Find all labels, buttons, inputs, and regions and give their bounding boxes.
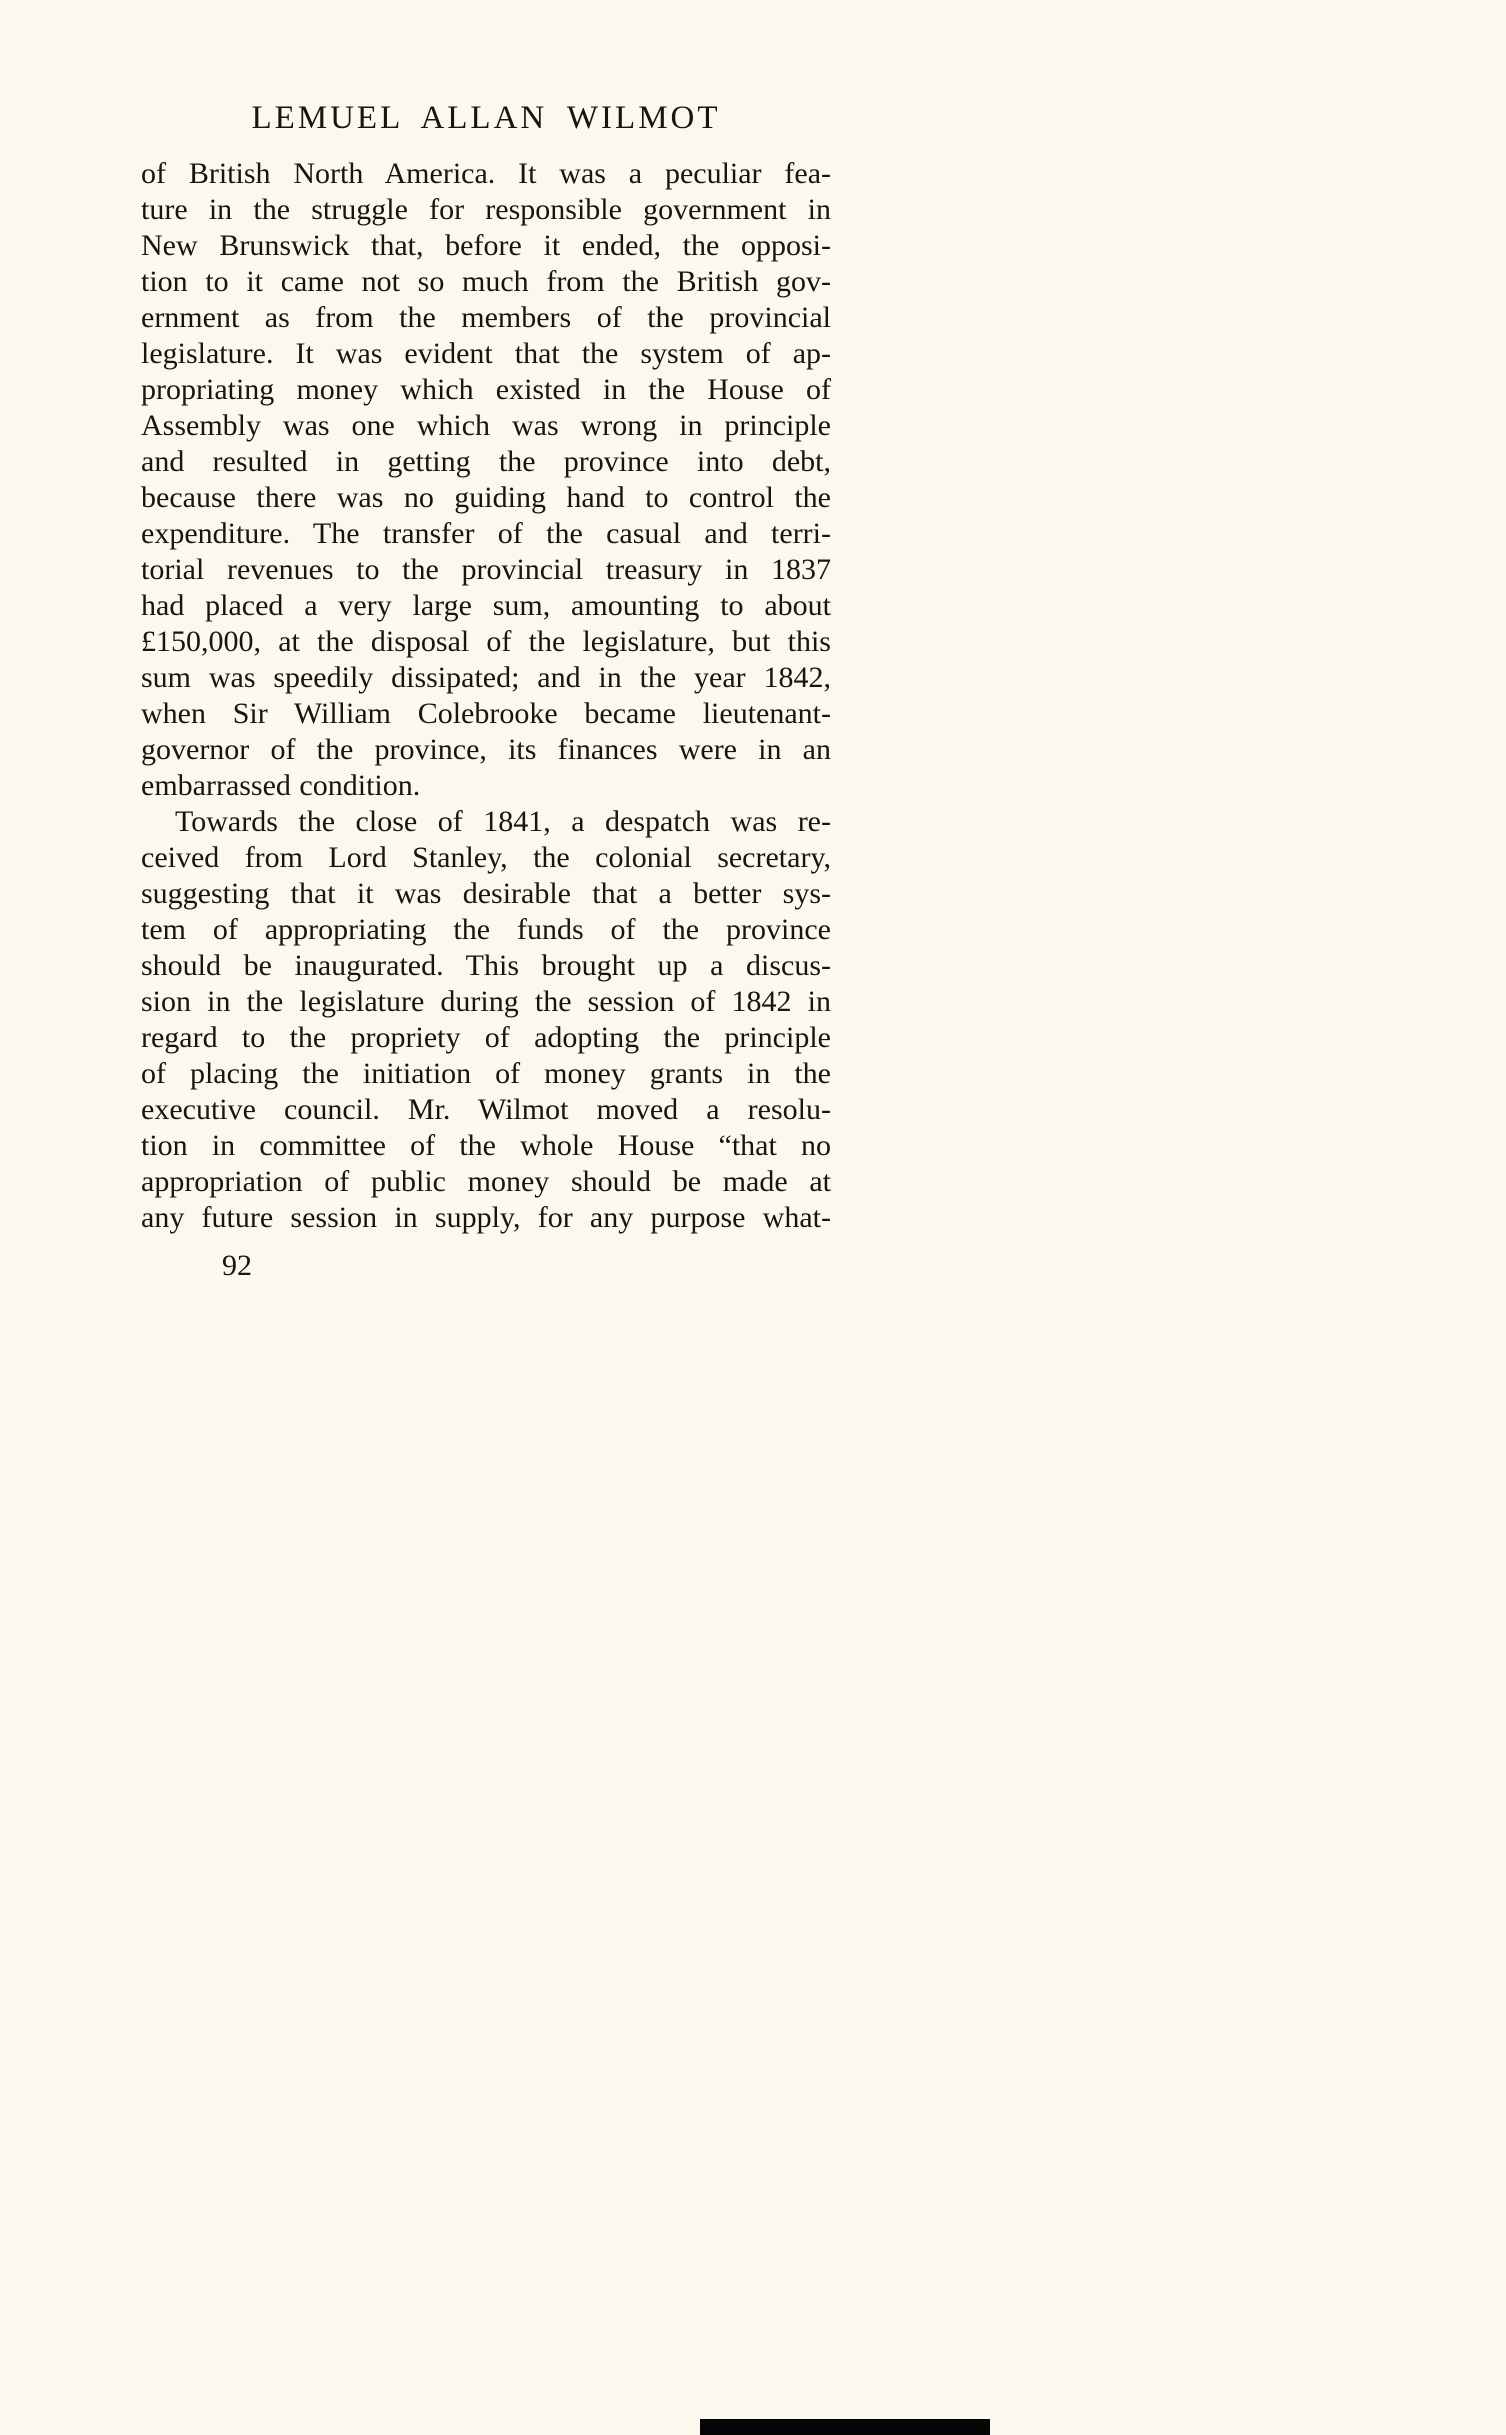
text-line: propriating money which existed in the House of [141, 373, 831, 406]
text-line: expenditure. The transfer of the casual and terri- [141, 517, 831, 550]
text-line: tion in committee of the whole House “that no [141, 1129, 831, 1162]
text-line: regard to the propriety of adopting the principle [141, 1021, 831, 1054]
text-line: sion in the legislature during the session of 1842 in [141, 985, 831, 1018]
text-line: of placing the initiation of money grants in the [141, 1057, 831, 1090]
text-line: tem of appropriating the funds of the province [141, 913, 831, 946]
text-line: sum was speedily dissipated; and in the year 1842, [141, 661, 831, 694]
text-line: of British North America. It was a peculiar fea- [141, 157, 831, 190]
text-line: because there was no guiding hand to control the [141, 481, 831, 514]
text-line: suggesting that it was desirable that a better sys- [141, 877, 831, 910]
text-line: Towards the close of 1841, a despatch was re- [175, 805, 831, 838]
text-line: ture in the struggle for responsible government in [141, 193, 831, 226]
text-line: New Brunswick that, before it ended, the opposi- [141, 229, 831, 262]
text-line: should be inaugurated. This brought up a discus- [141, 949, 831, 982]
text-line: had placed a very large sum, amounting to about [141, 589, 831, 622]
scan-artifact-bar [700, 2419, 990, 2435]
text-line: when Sir William Colebrooke became lieutenant- [141, 697, 831, 730]
text-line: tion to it came not so much from the British gov- [141, 265, 831, 298]
text-line: any future session in supply, for any purpose what- [141, 1201, 831, 1234]
text-line: torial revenues to the provincial treasury in 1837 [141, 553, 831, 586]
text-line: appropriation of public money should be made at [141, 1165, 831, 1198]
text-line: embarrassed condition. [141, 769, 421, 802]
paragraph-1 [141, 156, 831, 804]
text-line: £150,000, at the disposal of the legislature, but this [141, 625, 831, 658]
text-block [141, 98, 831, 1284]
text-line: Assembly was one which was wrong in principle [141, 409, 831, 442]
text-line: governor of the province, its finances were in an [141, 733, 831, 766]
text-line: ceived from Lord Stanley, the colonial secretary, [141, 841, 831, 874]
text-line: and resulted in getting the province into debt, [141, 445, 831, 478]
text-line: legislature. It was evident that the system of ap- [141, 337, 831, 370]
page-header-title: LEMUEL ALLAN WILMOT [251, 100, 721, 136]
text-line: ernment as from the members of the provincial [141, 301, 831, 334]
page-number: 92 [222, 1249, 252, 1282]
text-line: executive council. Mr. Wilmot moved a resolu- [141, 1093, 831, 1126]
paragraph-2 [141, 804, 831, 1236]
